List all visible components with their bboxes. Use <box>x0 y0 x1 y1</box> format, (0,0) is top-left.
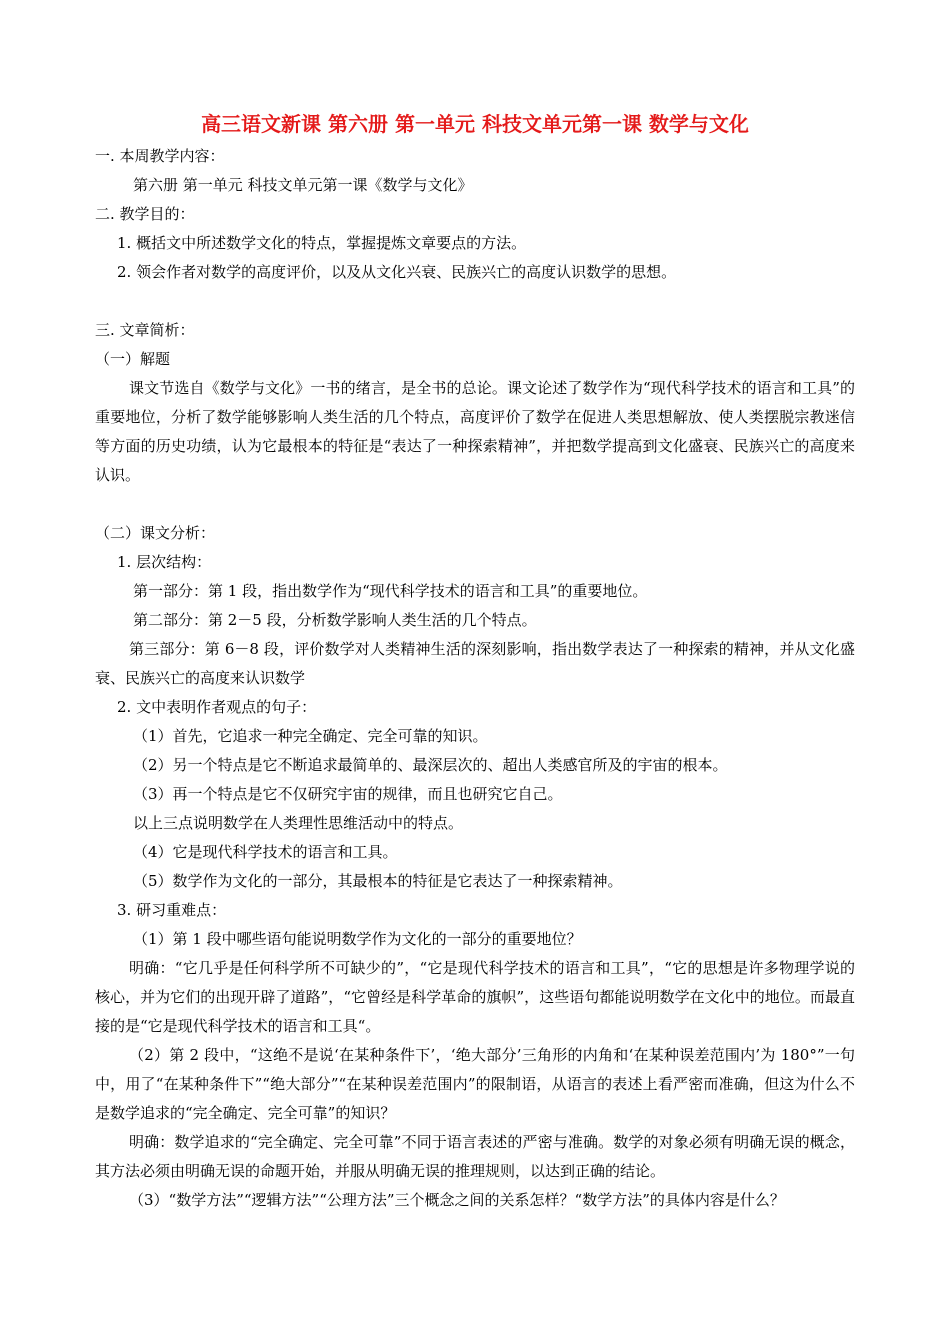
viewpoints-heading: 2. 文中表明作者观点的句子： <box>117 698 317 716</box>
question-2: （2）第 2 段中，“这绝不是说‘在某种条件下’，‘绝大部分’三角形的内角和‘在某种误差范围内’为 180°”一句中，用了“在某种条件下”“绝大部分”“在某种误差范围内”的限制语，从语言的表述上看严密而准确，但这为什么不是数学追求的“完全确定、完全可靠”的知识？ <box>95 1046 855 1122</box>
section-1-heading: 一. 本周教学内容： <box>95 147 225 165</box>
viewpoint-4: （4）它是现代科学技术的语言和工具。 <box>133 843 398 861</box>
section-3-heading: 三. 文章简析： <box>95 321 195 339</box>
viewpoint-3: （3）再一个特点是它不仅研究宇宙的规律，而且也研究它自己。 <box>133 785 563 803</box>
objective-2: 2. 领会作者对数学的高度评价，以及从文化兴衰、民族兴亡的高度认识数学的思想。 <box>117 263 677 281</box>
question-1: （1）第 1 段中哪些语句能说明数学作为文化的一部分的重要地位？ <box>133 930 582 948</box>
answer-2: 明确：数学追求的“完全确定、完全可靠”不同于语言表述的严密与准确。数学的对象必须有明确无误的概念，其方法必须由明确无误的命题开始，并服从明确无误的推理规则，以达到正确的结论。 <box>95 1133 855 1180</box>
structure-part-2: 第二部分：第 2－5 段，分析数学影响人类生活的几个特点。 <box>133 611 537 629</box>
answer-1: 明确：“它几乎是任何科学所不可缺少的”，“它是现代科学技术的语言和工具”，“它的思想是许多物理学说的核心，并为它们的出现开辟了道路”，“它曾经是科学革命的旗帜”，这些语句都能说明数学在文化中的地位。而最直接的是“它是现代科学技术的语言和工具“。 <box>95 959 855 1035</box>
viewpoint-summary: 以上三点说明数学在人类理性思维活动中的特点。 <box>133 814 464 832</box>
viewpoint-5: （5）数学作为文化的一部分，其最根本的特征是它表达了一种探索精神。 <box>133 872 623 890</box>
spacer <box>95 287 855 316</box>
structure-heading: 1. 层次结构： <box>117 553 212 571</box>
subsection-1-paragraph: 课文节选自《数学与文化》一书的绪言，是全书的总论。课文论述了数学作为“现代科学技术的语言和工具”的重要地位，分析了数学能够影响人类生活的几个特点，高度评价了数学在促进人类思想解放、使人类摆脱宗教迷信等方面的历史功绩，认为它最根本的特征是“表达了一种探索精神”，并把数学提高到文化盛衰、民族兴亡的高度来认识。 <box>95 379 855 484</box>
section-2-heading: 二. 教学目的： <box>95 205 195 223</box>
viewpoint-1: （1）首先，它追求一种完全确定、完全可靠的知识。 <box>133 727 488 745</box>
objective-1: 1. 概括文中所述数学文化的特点，掌握提炼文章要点的方法。 <box>117 234 527 252</box>
structure-part-3: 第三部分：第 6－8 段，评价数学对人类精神生活的深刻影响，指出数学表达了一种探索的精神，并从文化盛衰、民族兴亡的高度来认识数学 <box>95 640 855 687</box>
subsection-1-heading: （一）解题 <box>95 350 171 368</box>
document-page <box>95 108 855 1215</box>
document-title: 高三语文新课 第六册 第一单元 科技文单元第一课 数学与文化 <box>201 112 749 136</box>
viewpoint-2: （2）另一个特点是它不断追求最简单的、最深层次的、超出人类感官所及的宇宙的根本。 <box>133 756 728 774</box>
key-points-heading: 3. 研习重难点： <box>117 901 227 919</box>
section-1-content: 第六册 第一单元 科技文单元第一课《数学与文化》 <box>133 176 473 194</box>
question-3: （3）“数学方法”“逻辑方法”“公理方法”三个概念之间的关系怎样？“数学方法”的具体内容是什么？ <box>129 1191 785 1209</box>
spacer <box>95 490 855 519</box>
structure-part-1: 第一部分：第 1 段，指出数学作为“现代科学技术的语言和工具”的重要地位。 <box>133 582 648 600</box>
subsection-2-heading: （二）课文分析： <box>95 524 216 542</box>
